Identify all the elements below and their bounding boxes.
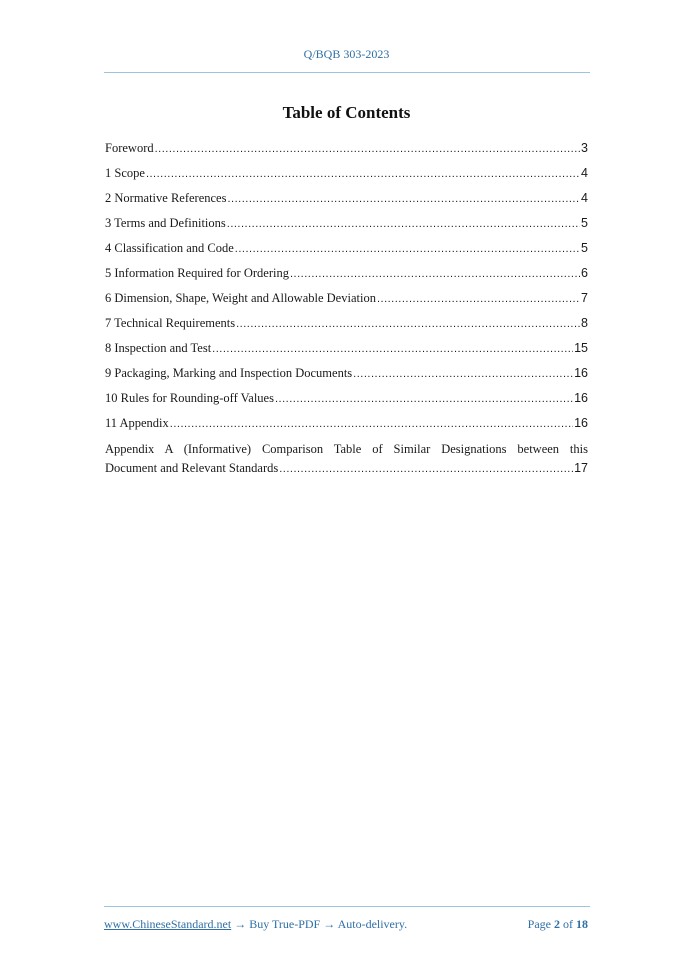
page-of: of [560, 917, 576, 931]
table-of-contents [105, 139, 588, 478]
toc-entry-label: 7 Technical Requirements [105, 316, 236, 330]
dot-leader [227, 190, 580, 208]
toc-entry-page: 16 [574, 366, 588, 380]
toc-entry-page: 17 [574, 461, 588, 475]
toc-entry-page: 15 [574, 341, 588, 355]
dot-leader [227, 215, 580, 233]
page-counter [528, 917, 588, 932]
toc-entry-page: 5 [581, 241, 588, 255]
document-code-header: Q/BQB 303-2023 [303, 47, 390, 61]
toc-entry-page: 16 [574, 391, 588, 405]
toc-entry-page: 7 [581, 291, 588, 305]
toc-entry-packaging-marking[interactable] [105, 364, 588, 389]
toc-entry-label: 10 Rules for Rounding-off Values [105, 391, 274, 405]
toc-entry-page: 4 [581, 166, 588, 180]
toc-entry-label: 3 Terms and Definitions [105, 216, 226, 230]
dot-leader [146, 165, 580, 183]
header-divider [104, 72, 590, 73]
toc-entry-terms-definitions[interactable] [105, 214, 588, 239]
toc-entry-page: 8 [581, 316, 588, 330]
toc-entry-normative-references[interactable] [105, 189, 588, 214]
toc-entry-rounding-off[interactable] [105, 389, 588, 414]
toc-entry-inspection-test[interactable] [105, 339, 588, 364]
toc-entry-label: Foreword [105, 141, 154, 155]
footer-promo [104, 917, 407, 932]
total-pages: 18 [576, 917, 588, 931]
toc-entry-ordering-information[interactable] [105, 264, 588, 289]
dot-leader [275, 390, 573, 408]
toc-entry-label: 8 Inspection and Test [105, 341, 212, 355]
toc-entry-label: 9 Packaging, Marking and Inspection Documents [105, 366, 353, 380]
promo-text: → Buy True-PDF → Auto-delivery. [231, 917, 408, 931]
dot-leader [353, 365, 573, 383]
toc-entry-technical-requirements[interactable] [105, 314, 588, 339]
dot-leader [236, 315, 580, 333]
toc-entry-classification-code[interactable] [105, 239, 588, 264]
toc-entry-label: 6 Dimension, Shape, Weight and Allowable Deviation [105, 291, 376, 305]
dot-leader [377, 290, 580, 308]
current-page-number: 2 [554, 917, 560, 931]
page-prefix: Page [527, 917, 554, 931]
toc-entry-page: 4 [581, 191, 588, 205]
footer-divider [104, 906, 590, 907]
toc-entry-page: 5 [581, 216, 588, 230]
toc-entry-label: 11 Appendix [105, 416, 169, 430]
dot-leader [212, 340, 573, 358]
toc-entry-foreword[interactable] [105, 139, 588, 164]
toc-entry-page: 16 [574, 416, 588, 430]
toc-entry-line2 [105, 459, 588, 478]
dot-leader [235, 240, 580, 258]
toc-entry-appendix[interactable] [105, 414, 588, 439]
toc-entry-appendix-a[interactable] [105, 439, 588, 478]
page-footer [104, 917, 588, 932]
toc-entry-label-line1: Appendix A (Informative) Comparison Table of Similar Designations between this [105, 442, 588, 456]
toc-entry-label-line2: Document and Relevant Standards [105, 461, 279, 475]
dot-leader [290, 265, 580, 283]
toc-entry-label: 2 Normative References [105, 191, 227, 205]
toc-entry-scope[interactable] [105, 164, 588, 189]
toc-entry-page: 3 [581, 141, 588, 155]
toc-entry-label: 1 Scope [105, 166, 145, 180]
dot-leader [170, 415, 573, 433]
toc-entry-page: 6 [581, 266, 588, 280]
dot-leader [279, 460, 573, 478]
website-link[interactable]: www.ChineseStandard.net [104, 917, 232, 931]
toc-entry-dimension-shape[interactable] [105, 289, 588, 314]
toc-entry-label: 4 Classification and Code [105, 241, 234, 255]
toc-title: Table of Contents [282, 103, 411, 122]
toc-entry-label: 5 Information Required for Ordering [105, 266, 289, 280]
dot-leader [155, 140, 580, 158]
